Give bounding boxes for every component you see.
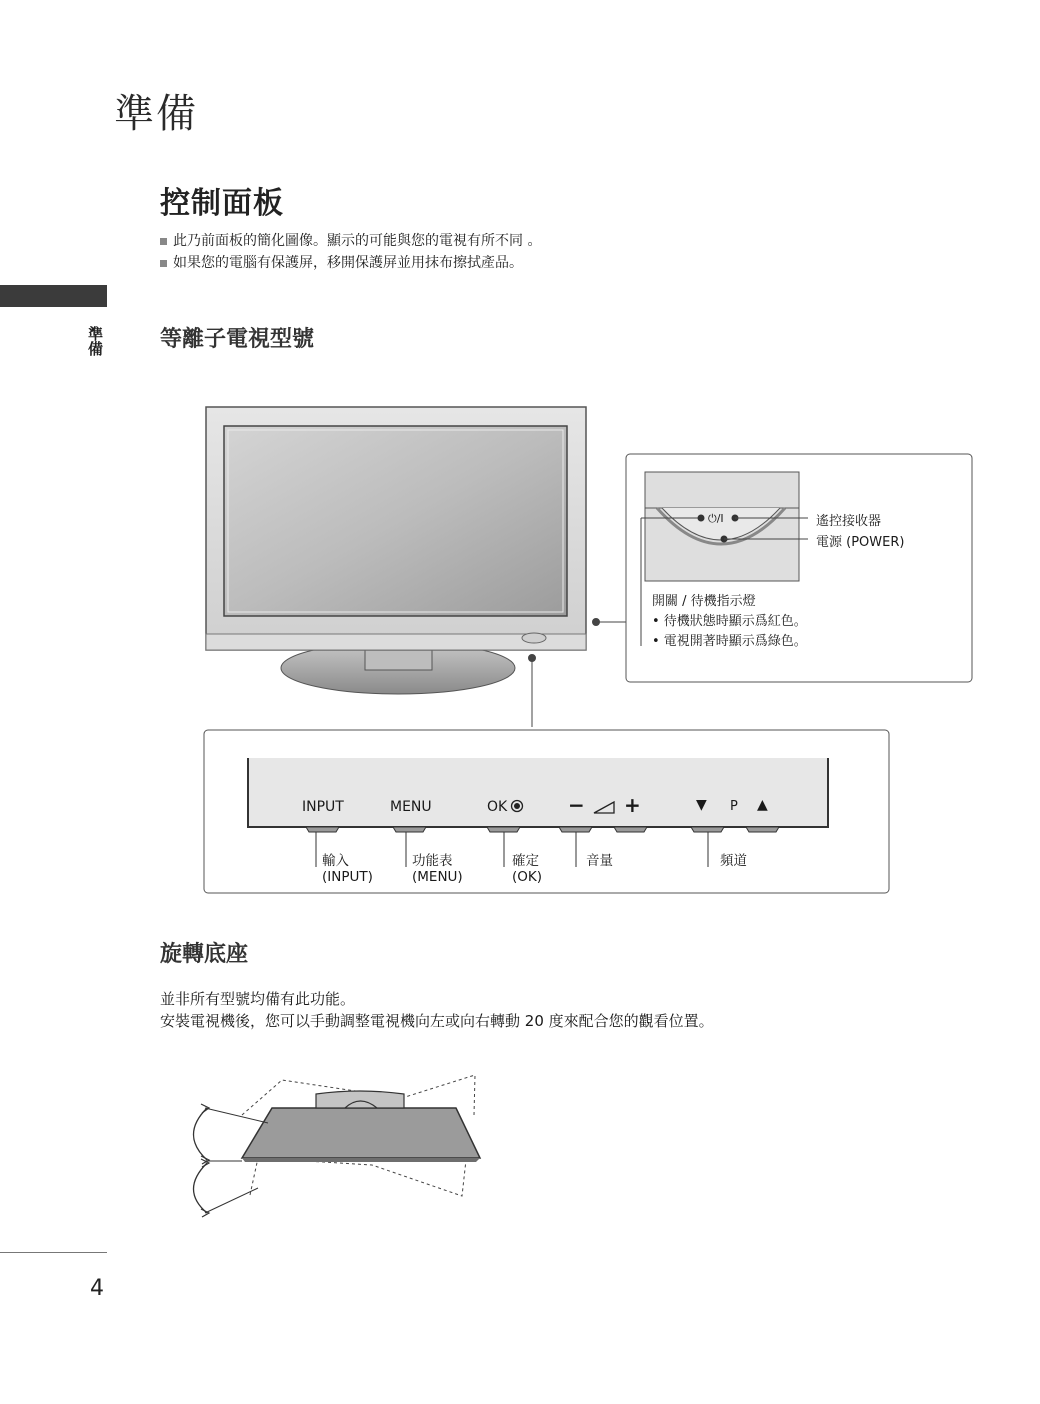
volume-up-button [614,827,647,832]
input-caption-en: (INPUT) [322,869,373,885]
chapter-title: 準備 [114,91,198,137]
standby-red-note: • 待機狀態時顯示爲紅色。 [652,614,807,629]
menu-label: MENU [390,799,432,815]
programme-up-button [746,827,779,832]
menu-button [393,827,426,832]
power-symbol-label: ⏻/I [708,512,724,525]
ok-caption-zh: 確定 [512,853,539,869]
input-button [306,827,339,832]
swivel-line-2: 安裝電視機後，您可以手動調整電視機向左或向右轉動 20 度來配合您的觀看位置。 [160,1012,714,1030]
swivel-heading: 旋轉底座 [160,942,249,967]
ok-label: OK [487,799,508,815]
programme-down-label: ▼ [696,797,707,813]
volume-minus-label: − [568,793,585,817]
chapter-side-label: 準備 [86,326,104,356]
volume-down-button [559,827,592,832]
programme-up-label: ▲ [757,797,768,813]
input-caption [322,853,373,885]
programme-down-button [691,827,724,832]
volume-caption: 音量 [586,853,613,869]
input-label: INPUT [302,799,344,815]
swivel-illustration [194,1075,481,1217]
menu-caption-en: (MENU) [412,869,463,885]
section-title: 控制面板 [160,186,284,221]
tv-illustration [206,407,586,650]
programme-p-label: P [730,799,738,814]
ok-button [487,827,520,832]
standby-indicator-title: 開關 / 待機指示燈 [652,594,756,609]
menu-caption-zh: 功能表 [412,853,453,869]
page-divider [0,1252,107,1253]
note-text: 此乃前面板的簡化圖像。顯示的可能與您的電視有所不同 。 [173,233,542,249]
ok-caption [512,853,542,885]
swivel-line-1: 並非所有型號均備有此功能。 [160,990,356,1008]
programme-caption: 頻道 [720,853,747,869]
model-heading: 等離子電視型號 [160,327,315,352]
menu-caption [412,853,463,885]
power-label: 電源 (POWER) [816,535,905,550]
input-caption-zh: 輸入 [322,853,349,869]
remote-sensor-label: 遙控接收器 [816,514,882,529]
swivel-description [160,988,714,1032]
volume-plus-label: + [624,793,641,817]
page-number: 4 [90,1276,104,1301]
standby-green-note: • 電視開著時顯示爲綠色。 [652,634,807,649]
note-text: 如果您的電腦有保護屏，移開保護屏並用抹布擦拭產品。 [173,255,523,271]
ok-caption-en: (OK) [512,869,543,885]
